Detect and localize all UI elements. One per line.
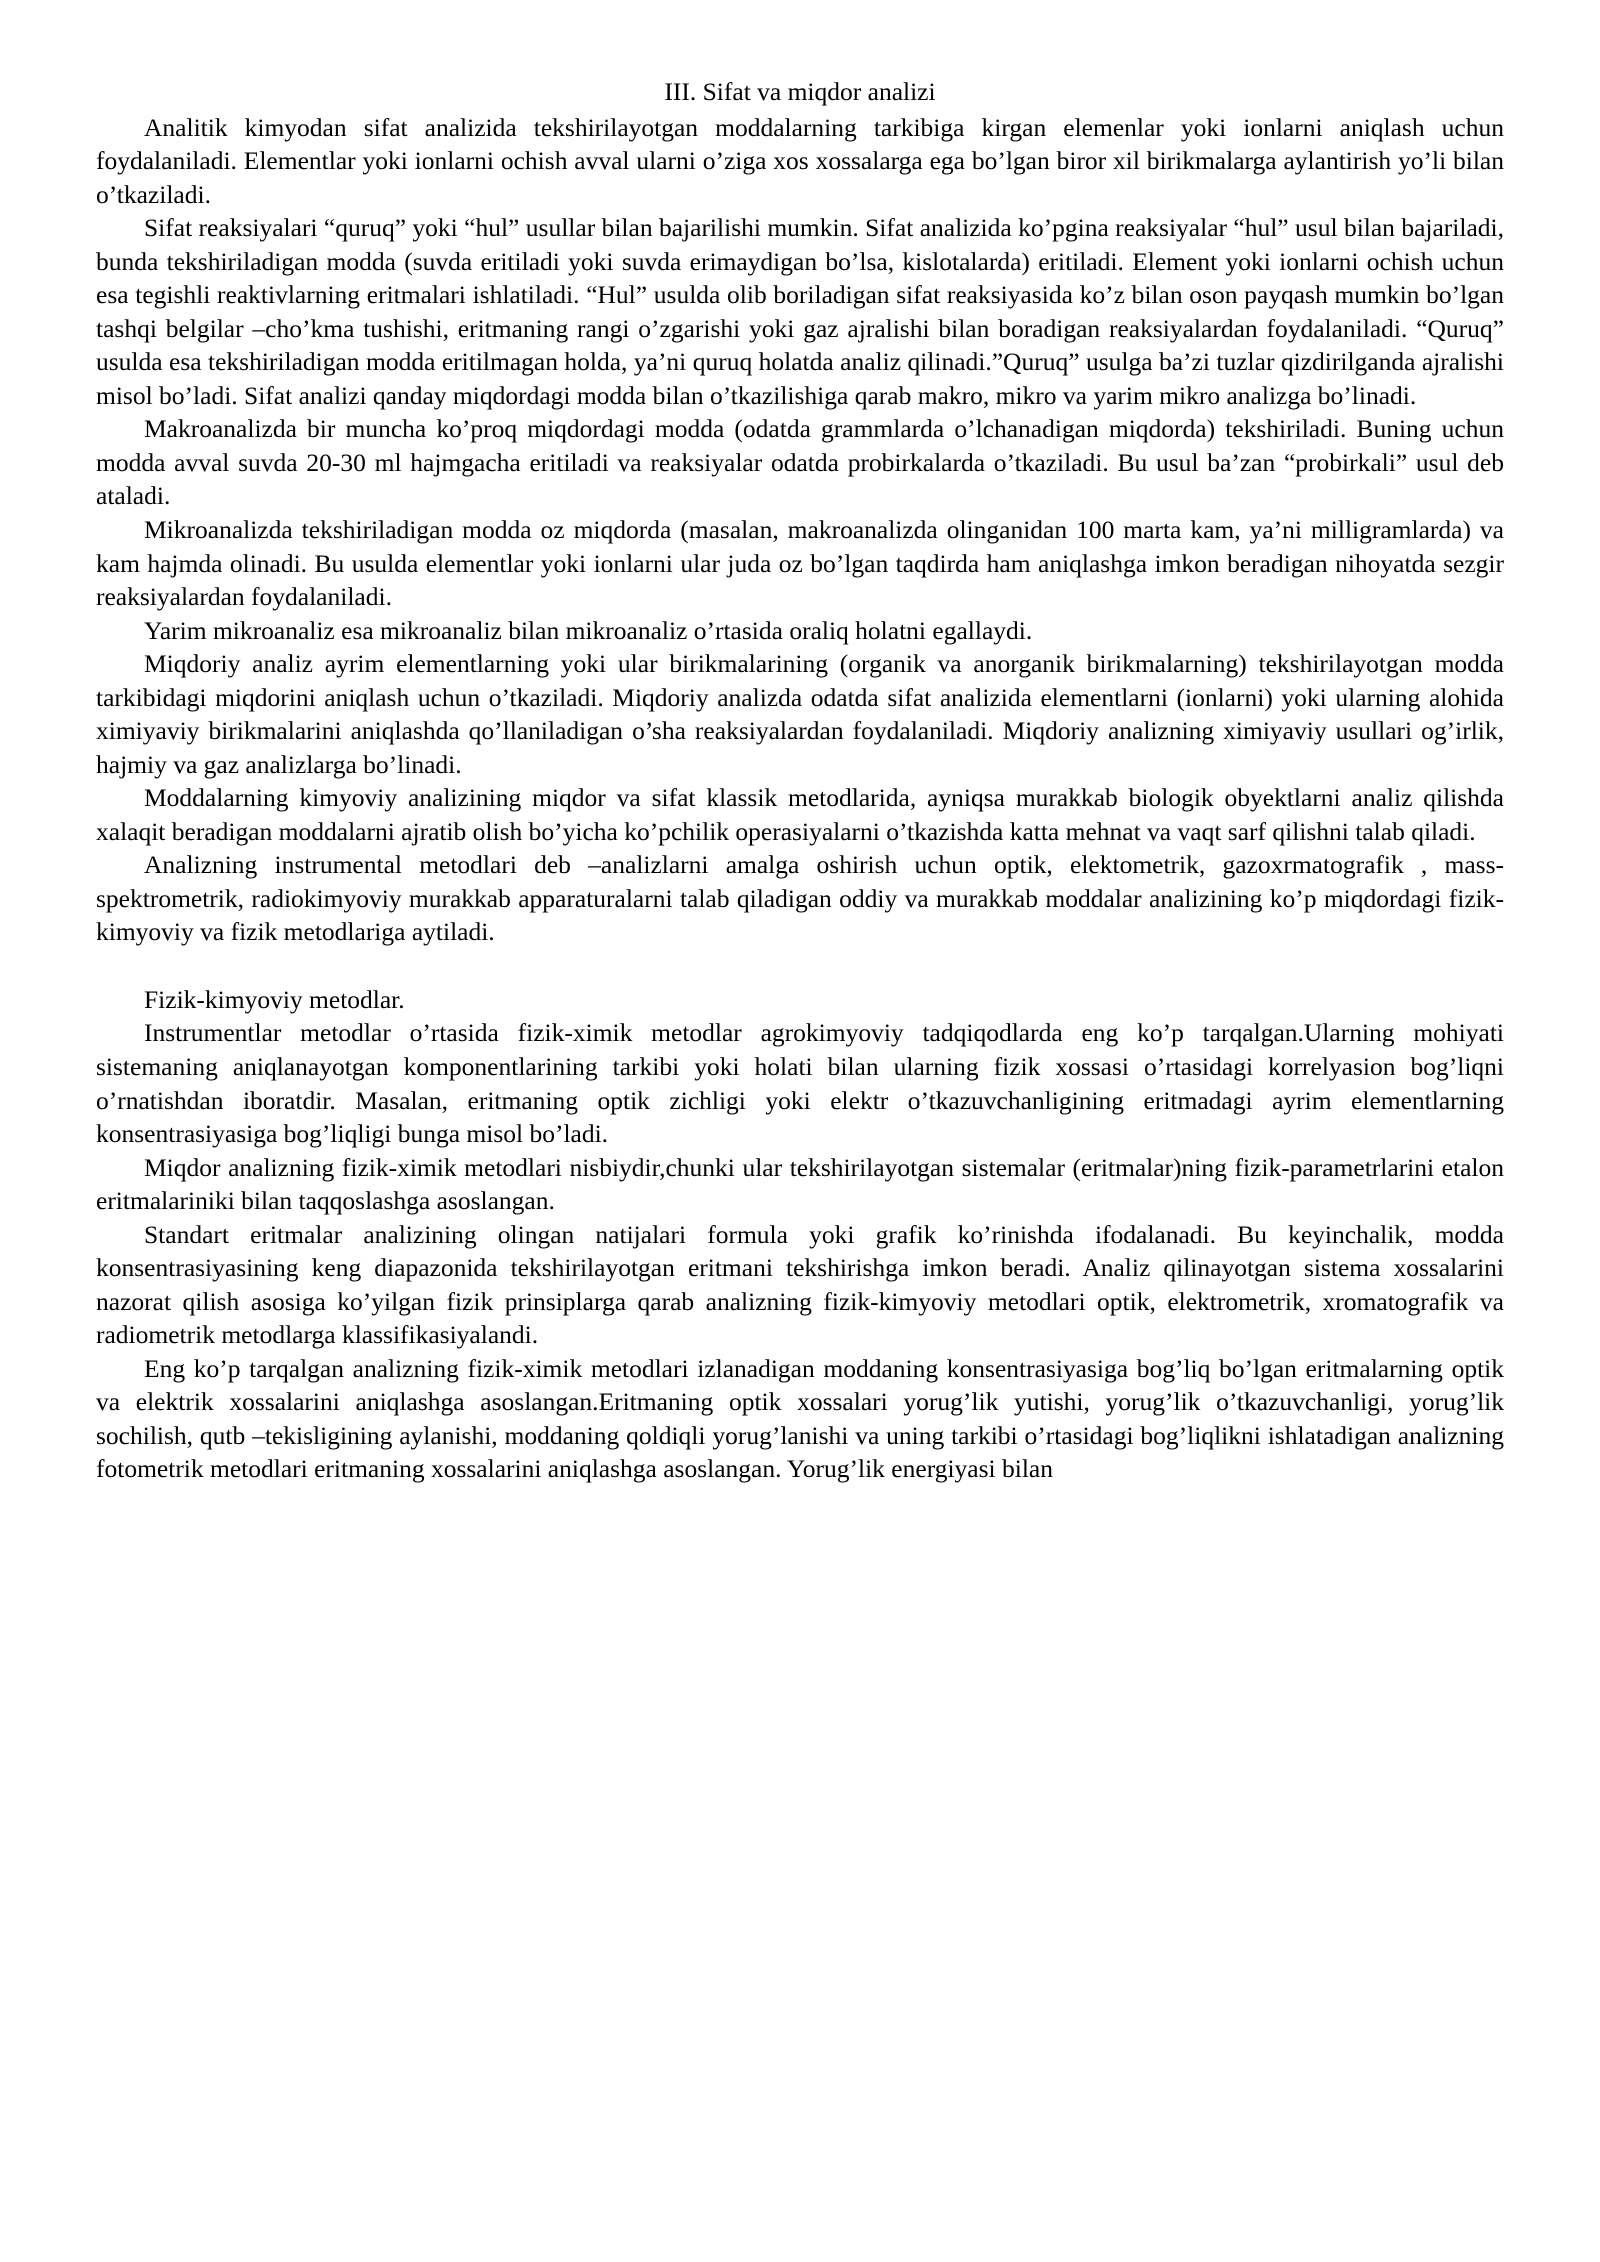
paragraph-11: Miqdor analizning fizik-ximik metodlari nisbiydir,chunki ular tekshirilayotgan sistemalar (eritmalar)ning fizik-parametrlarini etalon eritmalariniki bilan taqqoslashga asoslangan. xyxy=(96,1152,1504,1216)
paragraph-8: Analizning instrumental metodlari deb –analizlarni amalga oshirish uchun optik, elektometrik, gazoxrmatografik , mass-spektrometrik, radiokimyoviy murakkab apparaturalarni talab qiladigan oddiy va murakkab moddalar analizining ko’p miqdordagi fizik-kimyoviy va fizik metodlariga aytiladi. xyxy=(96,850,1504,947)
paragraph-5: Yarim mikroanaliz esa mikroanaliz bilan mikroanaliz o’rtasida oraliq holatni egallaydi. xyxy=(144,615,1033,645)
paragraph-4: Mikroanalizda tekshiriladigan modda oz miqdorda (masalan, makroanalizda olinganidan 100 marta kam, ya’ni milligramlarda) va kam hajmda olinadi. Bu usulda elementlar yoki ionlarni ular juda oz bo’lgan taqdirda ham aniqlashga imkon beradigan nihoyatda sezgir reaksiyalardan foydalaniladi. xyxy=(96,515,1504,612)
paragraph-6: Miqdoriy analiz ayrim elementlarning yoki ular birikmalarining (organik va anorganik birikmalarning) tekshirilayotgan modda tarkibidagi miqdorini aniqlash uchun o’tkaziladi. Miqdoriy analizda odatda sifat analizida elementlarni (ionlarni) yoki ularning alohida ximiyaviy birikmalarini aniqlashda qo’llaniladigan o’sha reaksiyalardan foydalaniladi. Miqdoriy analizning ximiyaviy usullari og’irlik, hajmiy va gaz analizlarga bo’linadi. xyxy=(96,649,1504,779)
paragraph-spacer xyxy=(96,949,1504,983)
paragraph-2: Sifat reaksiyalari “quruq” yoki “hul” usullar bilan bajarilishi mumkin. Sifat analizida ko’pgina reaksiyalar “hul” usul bilan bajariladi, bunda tekshiriladigan modda (suvda eritiladi yoki suvda erimaydigan bo’lsa, kislotalarda) eritiladi. Element yoki ionlarni ochish uchun esa tegishli reaktivlarning eritmalari ishlatiladi. “Hul” usulda olib boriladigan sifat reaksiyasida ko’z bilan oson payqash mumkin bo’lgan tashqi belgilar –cho’kma tushishi, eritmaning rangi o’zgarishi yoki gaz ajralishi bilan boradigan reaksiyalardan foydalaniladi. “Quruq” usulda esa tekshiriladigan modda eritilmagan holda, ya’ni quruq holatda analiz qilinadi.”Quruq” usulga ba’zi tuzlar qizdirilganda ajralishi misol bo’ladi. Sifat analizi qanday miqdordagi modda bilan o’tkazilishiga qarab makro, mikro va yarim mikro analizga bo’linadi. xyxy=(96,213,1504,410)
paragraph-10: Instrumentlar metodlar o’rtasida fizik-ximik metodlar agrokimyoviy tadqiqodlarda eng ko’p tarqalgan.Ularning mohiyati sistemaning aniqlanayotgan komponentlarining tarkibi yoki holati bilan ularning fizik xossasi o’rtasidagi korrelyasion bog’liqni o’rnatishdan iboratdir. Masalan, eritmaning optik zichligi yoki elektr o’tkazuvchanligining eritmadagi ayrim elementlarning konsentrasiyasiga bog’liqligi bunga misol bo’ladi. xyxy=(96,1018,1504,1149)
paragraph-13: Eng ko’p tarqalgan analizning fizik-ximik metodlari izlanadigan moddaning konsentrasiyasiga bog’liq bo’lgan eritmalarning optik va elektrik xossalarini aniqlashga asoslangan.Eritmaning optik xossalari yorug’lik yutishi, yorug’lik o’tkazuvchanligi, yorug’lik sochilish, qutb –tekisligining aylanishi, moddaning qoldiqli yorug’lanishi va uning tarkibi o’rtasidagi bog’liqlikni ishlatadigan analizning fotometrik metodlari eritmaning xossalarini aniqlashga asoslangan. Yorug’lik energiyasi bilan xyxy=(96,1353,1504,1484)
page-title: III. Sifat va miqdor analizi xyxy=(664,77,936,106)
paragraph-12: Standart eritmalar analizining olingan natijalari formula yoki grafik ko’rinishda ifodalanadi. Bu keyinchalik, modda konsentrasiyasining keng diapazonida tekshirilayotgan eritmani tekshirishga imkon beradi. Analiz qilinayotgan sistema xossalarini nazorat qilish asosiga ko’yilgan fizik prinsiplarga qarab analizning fizik-kimyoviy metodlari optik, elektrometrik, xromatografik va radiometrik metodlarga klassifikasiyalandi. xyxy=(96,1219,1504,1350)
paragraph-3: Makroanalizda bir muncha ko’proq miqdordagi modda (odatda grammlarda o’lchanadigan miqdorda) tekshiriladi. Buning uchun modda avval suvda 20-30 ml hajmgacha eritiladi va reaksiyalar odatda probirkalarda o’tkaziladi. Bu usul ba’zan “probirkali” usul deb ataladi. xyxy=(96,414,1504,511)
paragraph-1: Analitik kimyodan sifat analizida tekshirilayotgan moddalarning tarkibiga kirgan elemenlar yoki ionlarni aniqlash uchun foydalaniladi. Elementlar yoki ionlarni ochish avval ularni o’ziga xos xossalarga ega bo’lgan biror xil birikmalarga aylantirish yo’li bilan o’tkaziladi. xyxy=(96,112,1504,209)
section-heading-fizik-kimyoviy-metodlar: Fizik-kimyoviy metodlar. xyxy=(144,984,405,1014)
paragraph-7: Moddalarning kimyoviy analizining miqdor va sifat klassik metodlarida, ayniqsa murakkab biologik obyektlarni analiz qilishda xalaqit beradigan moddalarni ajratib olish bo’yicha ko’pchilik operasiyalarni o’tkazishda katta mehnat va vaqt sarf qilishni talab qiladi. xyxy=(96,783,1504,846)
